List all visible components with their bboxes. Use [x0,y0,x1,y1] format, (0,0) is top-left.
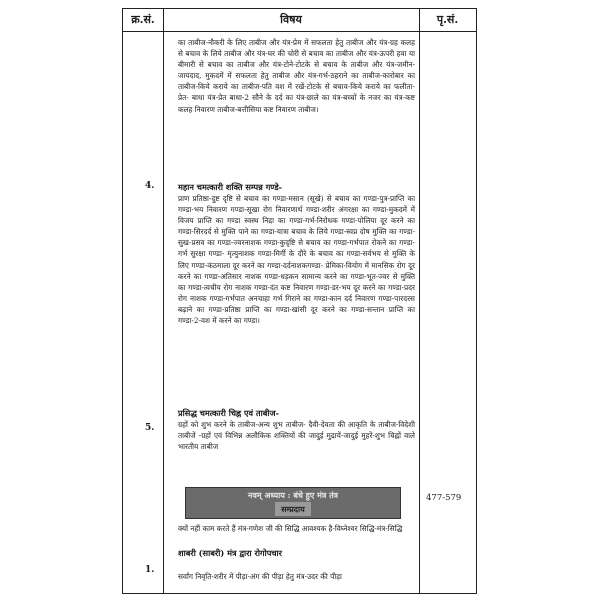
item-number: 5. [145,423,155,433]
chapter-title: नवम् अध्याय : बंधे हुए मंत्र तंत्र [247,490,339,500]
item-4-heading: महान चमत्कारी शक्ति सम्पन्न गण्डे- [178,182,282,192]
item-4-block [178,181,415,326]
header-serial: क्र.सं. [131,13,155,26]
item-1-heading: शाबरी (साबरी) मंत्र द्वारा रोगोपचार [178,548,283,558]
intro-text: क्यों नहीं काम करते हैं मंत्र-गणेश जी की सिद्धि आवश्यक है-विघ्नेश्वर सिद्धि-मंत्र-सिद्धि [178,524,403,533]
header-page: पृ.सं. [436,13,459,26]
chapter-banner [185,487,401,519]
column-divider [419,9,420,593]
section-3-text: का ताबीज-नौकरी के लिए ताबीज और यंत्र-प्रेम में सफलता हेतु ताबीज और यंत्र-ग्रह कलह से बचाव के लिये ताबीज और यंत्र-घर की चोरी से बचाव का ताबीज और यंत्र-ऊपरी हवा या बीमारी से बचाव का ताबीज और यंत्र-टोने-टोटके से बचाव के ताबीज और यंत्र-जमीन-जायदाद, मुकदमें में सफलता हेतु ताबीज और यंत्र-गर्भ-ठहराने का ताबीज-कारोबार का ताबीज-किये कराये का ताबीज-पति वश में रखें-टोटके से बचाव-किये कराये का फलीता-प्रेत- बाधा यंत्र-प्रेत बाधा-2 सौने के दर्द का यंत्र-छाले का यंत्र-बच्चों के नजर का यंत्र-कष्ट कलह निवारण ताबीज-बत्तीसिया कष्ट निवारण ताबीज। [178,38,415,114]
column-divider [163,9,164,593]
item-5-heading: प्रसिद्ध चमत्कारी चिह्न एवं ताबीज- [178,408,279,418]
item-5-block [178,407,415,452]
contents-table [122,8,477,594]
chapter-intro [178,523,415,534]
item-1-text: सर्वांग निवृति-शरीर में पीड़ा-अंग की पीड़ा हेतु मंत्र-उदर की पीड़ा [178,572,342,581]
header-subject: विषय [280,13,302,26]
item-4-text: प्राण प्रतिष्ठा-दुष्ट दृष्टि से बचाव का गण्डा-मसान (सूखे) से बचाव का गण्डा-पुत्र-प्राप्ति का गण्डा-भय निवारण गण्डा-सूखा रोग निवारणार्थ गण्डा-शरीर अंगरक्षा का गण्डा-मुकदमें में विजय प्राप्ति का गण्डा स्वस्थ निद्रा का गण्डा-गर्भ-निरोधक गण्डा-पोलिया दूर करने का गण्डा-सिरदर्द से मुक्ति पाने का गण्डा-यात्रा बचाव के लिये गण्डा-स्वप्न दोष मुक्ति का गण्डा-सुख-प्रसव का गण्डा-ज्वरनाशक गण्डा-कुदृष्टि से बचाव का गण्डा-गर्भपात रोकने का गण्डा-गर्भ सुरक्षा गण्डा- मृत्युनाशक गण्डा-मिर्गी के दौरे के बचाव का गण्डा-सर्वभय से मुक्ति के लिए गण्डा-कंठमाला दूर करने का गण्डा-दर्दनाशकगण्डा- प्रेमिका-वियोग में मानसिक रोग दूर करने का गण्डा-अतिसार नाशक गण्डा-धड़कन सामान्य करने का गण्डा-भूत-ज्वर से मुक्ति का गण्डा-त्वचीय रोग नाशक गण्डा-दंत कष्ट निवारण गण्डा-डर-भय दूर करने का गण्डा-प्रदर रोग नाशक गण्डा-गर्भपात अनचाहा गर्भ गिराने का गण्डा-कान दर्द निवारण गण्डा-पारदरस बढ़ाने का गण्डा-प्रतिष्ठा प्राप्ति का गण्डा-खांसी दूर करने का गण्डा-सन्तान प्राप्ति का गण्डा-2-वश में करने का गण्डा। [178,194,415,326]
table-header [123,9,476,32]
section-3-continuation [178,37,415,115]
chapter-subtitle: सम्प्रदाय [275,502,310,516]
item-5-text: ग्रहों को शुभ करने के ताबीज-अन्य शुभ ताबीज- दैवी-देवता की आकृति के ताबीज-विदेशी ताबीजें -ग्रहों एवं विभिन्न अलौकिक शक्तियों की जादुई मुद्रायें-जादुई मुहरें-शुभ चिह्नों वाले भारतीय ताबीज [178,420,415,452]
item-number: 4. [145,181,155,191]
page-range: 477-579 [426,493,462,503]
item-1-block [178,547,415,582]
item-number: 1. [145,565,155,575]
